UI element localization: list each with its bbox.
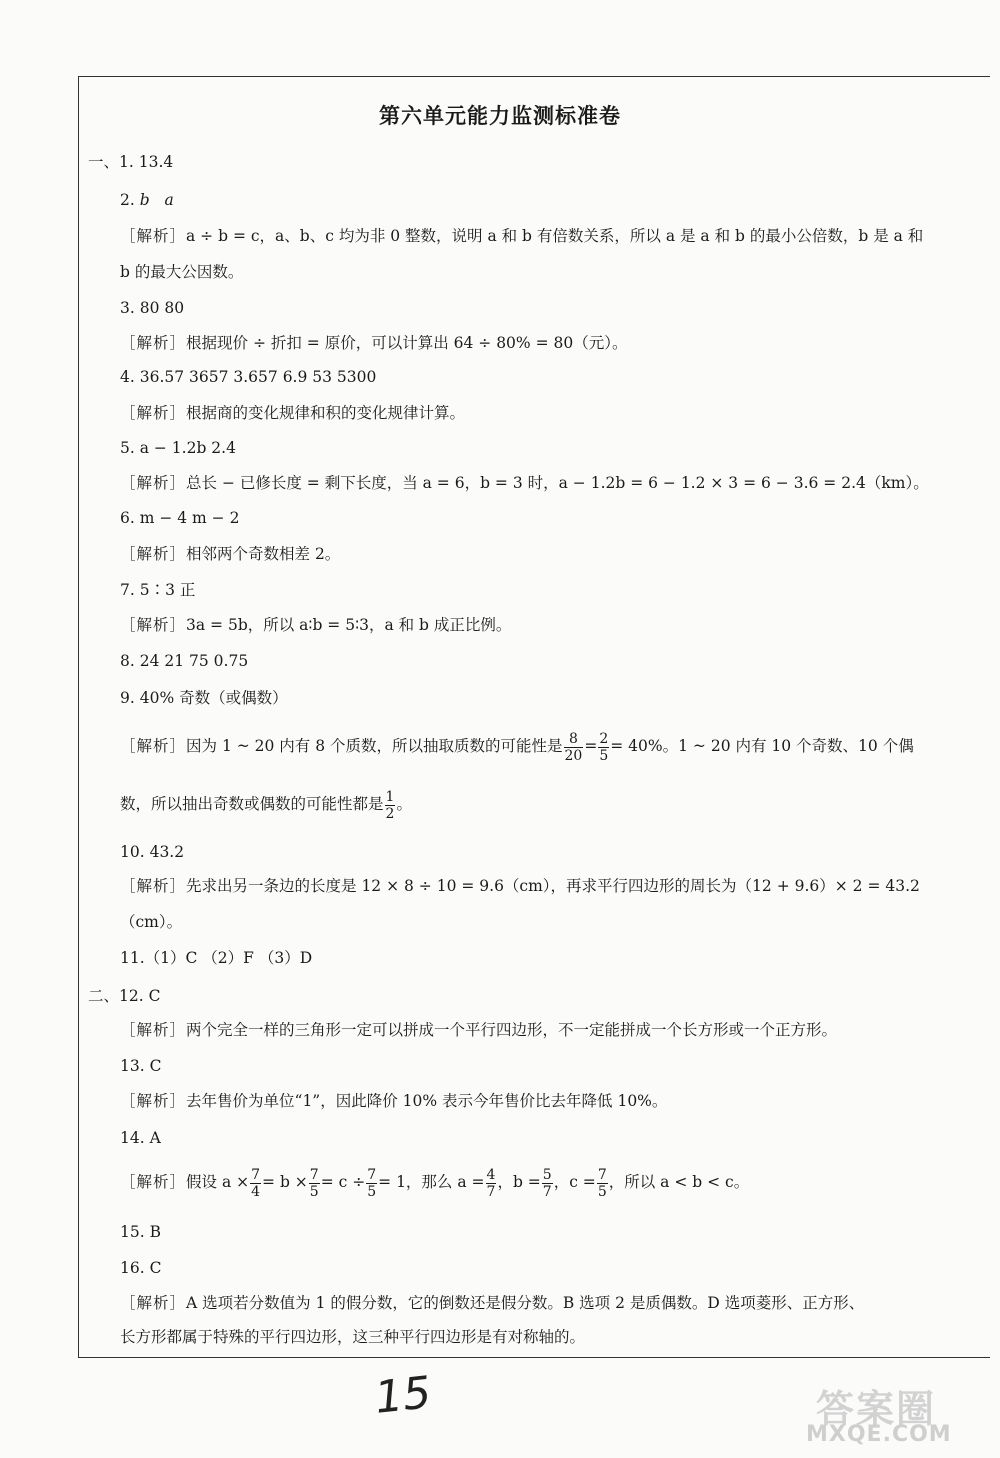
fraction-numerator: 2 xyxy=(599,730,609,747)
analysis-q16-line2: 长方形都属于特殊的平行四边形，这三种平行四边形是有对称轴的。 xyxy=(120,1328,586,1346)
analysis-q4 xyxy=(120,403,465,423)
analysis-q14-text-c: = c ÷ xyxy=(320,1173,366,1191)
answer-q11: 11.（1）C （2）F （3）D xyxy=(120,949,313,967)
analysis-label: ［解析］ xyxy=(120,737,187,755)
fraction-numerator: 1 xyxy=(385,788,395,805)
answer-q8: 8. 24 21 75 0.75 xyxy=(120,652,249,670)
analysis-q9-text-b: = 40%。1 ~ 20 内有 10 个奇数、10 个偶 xyxy=(610,737,914,755)
analysis-q9-line2 xyxy=(120,786,412,822)
answer-q2-a2: a xyxy=(164,191,174,209)
analysis-label: ［解析］ xyxy=(120,1294,187,1312)
analysis-q13-text: 去年售价为单位“1”，因此降价 10% 表示今年售价比去年降低 10%。 xyxy=(186,1092,668,1110)
fraction-4-7 xyxy=(486,1167,497,1200)
handwritten-page-number: 15 xyxy=(372,1367,434,1424)
analysis-q16-line1 xyxy=(120,1293,864,1313)
fraction-denominator: 5 xyxy=(599,747,609,764)
analysis-q7 xyxy=(120,615,511,635)
analysis-label: ［解析］ xyxy=(120,1173,187,1191)
analysis-label: ［解析］ xyxy=(120,474,187,492)
analysis-label: ［解析］ xyxy=(120,1021,187,1039)
analysis-q14 xyxy=(120,1164,749,1200)
answer-q15: 15. B xyxy=(120,1223,161,1241)
fraction-2-5 xyxy=(598,731,609,764)
analysis-q9-text-d: 。 xyxy=(396,795,412,813)
answer-q1-text: 1. 13.4 xyxy=(119,153,174,171)
fraction-denominator: 5 xyxy=(309,1183,319,1200)
analysis-label: ［解析］ xyxy=(120,334,187,352)
analysis-q14-text-b: = b × xyxy=(262,1173,308,1191)
answer-q13: 13. C xyxy=(120,1057,162,1075)
fraction-numerator: 7 xyxy=(251,1166,261,1183)
answer-q5: 5. a − 1.2b 2.4 xyxy=(120,439,236,457)
fraction-numerator: 8 xyxy=(564,731,584,748)
analysis-q12-text: 两个完全一样的三角形一定可以拼成一个平行四边形，不一定能拼成一个长方形或一个正方形。 xyxy=(186,1021,838,1039)
analysis-label: ［解析］ xyxy=(120,877,187,895)
answer-q7: 7. 5∶3 正 xyxy=(120,581,196,599)
answer-q10: 10. 43.2 xyxy=(120,843,185,861)
watermark-url: MXQE.COM xyxy=(806,1422,952,1447)
answer-q9: 9. 40% 奇数（或偶数） xyxy=(120,689,288,707)
analysis-q10-text1: 先求出另一条边的长度是 12 × 8 ÷ 10 = 9.6（cm），再求平行四边形的周长为（12 + 9.6）× 2 = 43.2 xyxy=(186,877,920,895)
analysis-q9-line1 xyxy=(120,728,914,764)
answer-q16: 16. C xyxy=(120,1259,162,1277)
answer-q6: 6. m − 4 m − 2 xyxy=(120,509,240,527)
analysis-q14-text-f: ，c = xyxy=(553,1173,596,1191)
analysis-q16-text1: A 选项若分数值为 1 的假分数，它的倒数还是假分数。B 选项 2 是质偶数。D 选项菱形、正方形、 xyxy=(186,1294,865,1312)
answer-q2 xyxy=(120,190,174,210)
analysis-q14-text-g: ，所以 a < b < c。 xyxy=(608,1173,750,1191)
answer-q1 xyxy=(88,152,173,172)
fraction-denominator: 7 xyxy=(486,1183,496,1200)
fraction-denominator: 2 xyxy=(385,805,395,822)
equals-sign: = xyxy=(584,737,598,755)
analysis-q5-text: 总长 − 已修长度 = 剩下长度，当 a = 6，b = 3 时，a − 1.2b = 6 − 1.2 × 3 = 6 − 3.6 = 2.4（km）。 xyxy=(186,474,929,492)
analysis-label: ［解析］ xyxy=(120,545,187,563)
fraction-numerator: 7 xyxy=(597,1166,607,1183)
analysis-q9-text-c: 数，所以抽出奇数或偶数的可能性都是 xyxy=(120,795,384,813)
analysis-q14-text-a: 假设 a × xyxy=(186,1173,250,1191)
analysis-q6 xyxy=(120,544,340,564)
answer-q2-num: 2. xyxy=(120,191,135,209)
fraction-numerator: 7 xyxy=(367,1166,377,1183)
analysis-q12 xyxy=(120,1020,837,1040)
answer-q2-a1: b xyxy=(139,191,150,209)
analysis-q6-text: 相邻两个奇数相差 2。 xyxy=(186,545,341,563)
answer-q14: 14. A xyxy=(120,1129,161,1147)
analysis-label: ［解析］ xyxy=(120,616,187,634)
fraction-1-2 xyxy=(385,789,396,822)
page-title: 第六单元能力监测标准卷 xyxy=(379,104,621,128)
analysis-q2-text1: a ÷ b = c，a、b、c 均为非 0 整数，说明 a 和 b 有倍数关系，所以 a 是 a 和 b 的最小公倍数，b 是 a 和 xyxy=(186,227,924,245)
analysis-q2-line2: b 的最大公因数。 xyxy=(120,263,244,281)
analysis-q5 xyxy=(120,473,929,493)
fraction-7-5 xyxy=(309,1167,320,1200)
answer-q12 xyxy=(88,986,160,1006)
analysis-q2-line1 xyxy=(120,226,923,246)
fraction-8-20 xyxy=(564,731,584,764)
analysis-q14-text-d: = 1，那么 a = xyxy=(378,1173,485,1191)
answer-q3: 3. 80 80 xyxy=(120,299,185,317)
watermark xyxy=(806,1378,986,1448)
fraction-7-5 xyxy=(597,1167,608,1200)
analysis-q9-text-a: 因为 1 ~ 20 内有 8 个质数，所以抽取质数的可能性是 xyxy=(186,737,563,755)
analysis-q10-line2: （cm）。 xyxy=(120,913,183,931)
watermark-logo: 答案圈 xyxy=(816,1387,937,1431)
fraction-denominator: 5 xyxy=(367,1183,377,1200)
fraction-numerator: 5 xyxy=(542,1166,552,1183)
analysis-q7-text: 3a = 5b，所以 a∶b = 5∶3，a 和 b 成正比例。 xyxy=(186,616,512,634)
fraction-7-4 xyxy=(250,1167,261,1200)
fraction-denominator: 7 xyxy=(542,1183,552,1200)
analysis-label: ［解析］ xyxy=(120,1092,187,1110)
answer-q4: 4. 36.57 3657 3.657 6.9 53 5300 xyxy=(120,368,377,386)
answer-q12-text: 12. C xyxy=(119,987,161,1005)
analysis-q3-text: 根据现价 ÷ 折扣 = 原价，可以计算出 64 ÷ 80% = 80（元）。 xyxy=(186,334,628,352)
fraction-5-7 xyxy=(542,1167,553,1200)
section-one-marker: 一、 xyxy=(88,153,120,171)
fraction-denominator: 20 xyxy=(564,747,583,764)
analysis-label: ［解析］ xyxy=(120,227,187,245)
analysis-label: ［解析］ xyxy=(120,404,187,422)
section-two-marker: 二、 xyxy=(88,987,120,1005)
fraction-denominator: 5 xyxy=(597,1183,607,1200)
analysis-q4-text: 根据商的变化规律和积的变化规律计算。 xyxy=(186,404,466,422)
analysis-q3 xyxy=(120,333,627,353)
analysis-q14-text-e: ，b = xyxy=(497,1173,541,1191)
analysis-q10-line1 xyxy=(120,876,920,896)
fraction-7-5 xyxy=(366,1167,377,1200)
analysis-q13 xyxy=(120,1091,667,1111)
fraction-numerator: 7 xyxy=(309,1166,319,1183)
fraction-denominator: 4 xyxy=(251,1183,261,1200)
fraction-numerator: 4 xyxy=(486,1166,496,1183)
